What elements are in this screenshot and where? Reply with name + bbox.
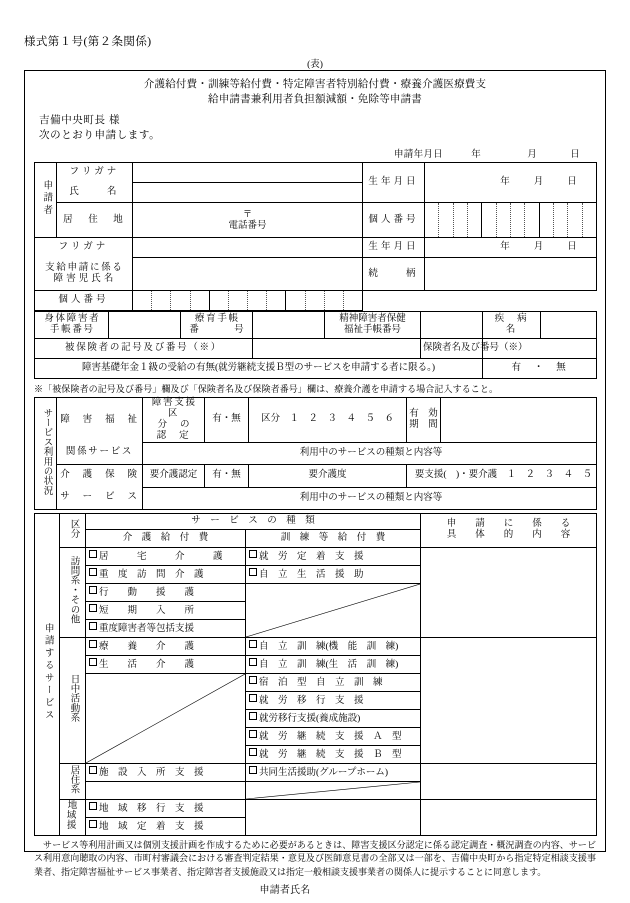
checkbox-icon[interactable] bbox=[249, 568, 257, 576]
service-status-table bbox=[34, 397, 597, 510]
checkbox-icon[interactable] bbox=[249, 640, 257, 648]
ltc-level-label: 要介護度 bbox=[249, 464, 407, 487]
service-care-item[interactable]: 行 動 援 護 bbox=[86, 583, 246, 601]
service-row bbox=[35, 799, 597, 817]
application-date-label: 申請年月日 bbox=[393, 150, 443, 160]
service-training-item[interactable]: 就 労 継 続 支 援 Ｂ 型 bbox=[246, 745, 421, 763]
pension-row bbox=[35, 359, 597, 379]
checkbox-icon[interactable] bbox=[249, 658, 257, 666]
applicant-furigana-row bbox=[35, 163, 597, 183]
group-label-daytime: 日中活動系 bbox=[60, 637, 86, 763]
service-care-item[interactable]: 生 活 介 護 bbox=[86, 655, 246, 673]
child-mynumber-row bbox=[35, 291, 597, 311]
welfare-service-label-2: 関係サービス bbox=[57, 442, 143, 464]
form-title bbox=[25, 77, 605, 107]
consent-text: サービス等利用計画又は個別支援計画を作成するために必要があるときは、障害支援区分認定に係る認定調査・概況調査の内容、サービス利用意向聴取の内容、市町村審議会における審査判定結果・意見及び医師意見書の全部又は一部を、吉備中央町から指定特定相談支援事業者、指定障害福祉サービス事業者、指定障害者支援施設又は指定一般相談支援事業者の関係人に提示することに同意します。 bbox=[34, 839, 596, 877]
application-date-month: 月 bbox=[527, 150, 537, 160]
group-label-residential: 居住系 bbox=[60, 763, 86, 799]
checkbox-icon[interactable] bbox=[89, 640, 97, 648]
applicant-address-label: 居 住 地 bbox=[57, 203, 133, 238]
child-name-row bbox=[35, 258, 597, 291]
applicant-address-row bbox=[35, 203, 597, 238]
checkbox-icon[interactable] bbox=[89, 550, 97, 558]
ltc-cert-choice[interactable]: 有・無 bbox=[205, 464, 249, 487]
child-mynumber-spacer bbox=[363, 291, 597, 311]
service-row bbox=[35, 547, 597, 565]
checkbox-icon[interactable] bbox=[89, 568, 97, 576]
pension-label: 障害基礎年金１級の受給の有無(就労継続支援Ｂ型のサービスを申請する者に限る。) bbox=[35, 359, 483, 379]
applied-services-table bbox=[34, 513, 597, 836]
service-care-item[interactable]: 短 期 入 所 bbox=[86, 601, 246, 619]
phone-label: 電話番号 bbox=[228, 220, 267, 231]
insurer-label: 保険者名及び番号（※） bbox=[421, 339, 483, 359]
service-training-item[interactable]: 就 労 継 続 支 援 Ａ 型 bbox=[246, 727, 421, 745]
certificates-table bbox=[34, 311, 597, 379]
ltc-certification-row bbox=[35, 464, 597, 487]
form-title-line1: 介護給付費・訓練等給付費・特定障害者特別給付費・療養介護医療費支 bbox=[143, 79, 487, 90]
applicant-birth-label: 生年月日 bbox=[363, 163, 425, 203]
consent-block bbox=[34, 839, 596, 898]
detail-header: 申 請 に 係 る 具 体 的 内 容 bbox=[421, 513, 597, 547]
checkbox-icon[interactable] bbox=[249, 748, 257, 756]
child-relation-label: 続 柄 bbox=[363, 258, 425, 291]
postal-mark: 〒 bbox=[242, 208, 252, 219]
ltc-levels[interactable]: 要支援( )・要介護 １ ２ ３ ４ ５ bbox=[407, 464, 597, 487]
empty-cell-residential bbox=[86, 781, 246, 799]
checkbox-icon[interactable] bbox=[249, 730, 257, 738]
ltc-cert-label: 要介護認定 bbox=[143, 464, 205, 487]
mental-cert-input[interactable] bbox=[421, 312, 483, 339]
applicant-furigana-label: フリガナ bbox=[57, 163, 133, 183]
checkbox-icon[interactable] bbox=[89, 658, 97, 666]
detail-input-residential[interactable] bbox=[421, 763, 597, 799]
applicant-name-input[interactable] bbox=[133, 183, 363, 203]
checkbox-icon[interactable] bbox=[89, 586, 97, 594]
intro-text: 次のとおり申請します。 bbox=[39, 129, 161, 141]
child-birth-input[interactable]: 年 月 日 bbox=[425, 238, 597, 258]
service-training-item[interactable]: 自 立 訓 練(機 能 訓 練) bbox=[246, 637, 421, 655]
physical-cert-input[interactable] bbox=[109, 312, 181, 339]
insured-symbol-input[interactable] bbox=[253, 339, 421, 359]
addressee-honorific: 様 bbox=[109, 115, 121, 126]
applied-services-section-label: 申請するサービス bbox=[35, 513, 60, 835]
insured-symbol-label: 被保険者の記号及び番号（※） bbox=[35, 339, 253, 359]
welfare-service-label: 障 害 福 祉 bbox=[57, 398, 143, 443]
service-training-item[interactable]: 就 労 定 着 支 援 bbox=[246, 547, 421, 565]
ltc-in-use-input[interactable]: 利用中のサービスの種類と内容等 bbox=[143, 487, 597, 509]
disability-classification-row bbox=[35, 398, 597, 443]
checkbox-icon[interactable] bbox=[89, 802, 97, 810]
service-care-item[interactable]: 重 度 訪 問 介 護 bbox=[86, 565, 246, 583]
category-column-label: 区分 bbox=[60, 513, 86, 547]
form-outer-frame bbox=[24, 70, 606, 897]
checkbox-icon[interactable] bbox=[249, 550, 257, 558]
detail-input-daytime[interactable] bbox=[421, 637, 597, 763]
applicant-mynumber-input[interactable] bbox=[425, 203, 597, 238]
child-relation-input[interactable] bbox=[425, 258, 597, 291]
service-care-item[interactable]: 療 養 介 護 bbox=[86, 637, 246, 655]
valid-period-input[interactable] bbox=[441, 398, 597, 443]
empty-slash-cell-daytime bbox=[86, 673, 246, 763]
services-header-row-1 bbox=[35, 513, 597, 529]
classification-levels[interactable]: 区分 １ ２ ３ ４ ５ ６ bbox=[249, 398, 407, 443]
mental-cert-label: 精神障害者保健 福祉手帳番号 bbox=[325, 312, 421, 339]
service-training-item[interactable]: 宿 泊 型 自 立 訓 練 bbox=[246, 673, 421, 691]
service-care-item[interactable]: 地 域 定 着 支 援 bbox=[86, 817, 246, 835]
checkbox-icon[interactable] bbox=[89, 604, 97, 612]
valid-period-label: 有 効 期 間 bbox=[407, 398, 441, 443]
service-care-item[interactable]: 施 設 入 所 支 援 bbox=[86, 763, 246, 781]
empty-cell-regional bbox=[246, 799, 421, 835]
service-row bbox=[35, 763, 597, 781]
sheet-label: (表) bbox=[307, 60, 323, 70]
empty-slash-cell-residential bbox=[246, 781, 421, 799]
care-benefit-header: 介 護 給 付 費 bbox=[86, 529, 246, 547]
insurance-footnote: ※「被保険者の記号及び番号」欄及び「保険者名及び保険者番号」欄は、療養介護を申請する場合記入すること。 bbox=[34, 384, 499, 394]
welfare-in-use-row bbox=[35, 442, 597, 464]
ryoiku-cert-label: 療育手帳 番 号 bbox=[181, 312, 253, 339]
child-mynumber-label: 個人番号 bbox=[35, 291, 133, 311]
disease-input[interactable] bbox=[541, 312, 597, 339]
service-training-item[interactable]: 共同生活援助(グループホーム) bbox=[246, 763, 421, 781]
signature-label: 申請者氏名 bbox=[259, 885, 311, 897]
insurance-row bbox=[35, 339, 597, 359]
service-training-item[interactable]: 自 立 生 活 援 助 bbox=[246, 565, 421, 583]
checkbox-icon[interactable] bbox=[89, 622, 97, 630]
checkbox-icon[interactable] bbox=[249, 676, 257, 684]
child-furigana-label: フリガナ bbox=[35, 238, 133, 258]
checkbox-icon[interactable] bbox=[89, 766, 97, 774]
form-title-line2: 給申請書兼利用者負担額減額・免除等申請書 bbox=[208, 94, 422, 105]
child-furigana-row bbox=[35, 238, 597, 258]
checkbox-icon[interactable] bbox=[249, 766, 257, 774]
application-date-year: 年 bbox=[471, 150, 481, 160]
child-mynumber-input[interactable] bbox=[133, 291, 363, 311]
checkbox-icon[interactable] bbox=[249, 712, 257, 720]
service-training-item[interactable]: 就労移行支援(養成施設) bbox=[246, 709, 421, 727]
empty-slash-cell-visit bbox=[246, 583, 421, 637]
ltc-service-label-2: サ ー ビ ス bbox=[57, 487, 143, 509]
detail-input-visit[interactable] bbox=[421, 547, 597, 637]
applicant-name-label: 氏 名 bbox=[57, 183, 133, 203]
application-date-row bbox=[25, 146, 595, 160]
addressee-block bbox=[39, 114, 605, 143]
ltc-service-label: 介 護 保 険 bbox=[57, 464, 143, 487]
checkbox-icon[interactable] bbox=[89, 820, 97, 828]
child-furigana-input[interactable] bbox=[133, 238, 363, 258]
application-date-day: 日 bbox=[570, 150, 580, 160]
training-benefit-header: 訓 練 等 給 付 費 bbox=[246, 529, 421, 547]
applicant-mynumber-label: 個人番号 bbox=[363, 203, 425, 238]
detail-input-regional[interactable] bbox=[421, 799, 597, 835]
classification-label: 障害支援区 分 の 認 定 bbox=[143, 398, 205, 443]
group-label-regional: 地域援 bbox=[60, 799, 86, 835]
applicant-address-input[interactable] bbox=[133, 203, 363, 238]
disease-label: 疾 病 名 bbox=[483, 312, 541, 339]
group-label-visit: 訪問系・その他 bbox=[60, 547, 86, 637]
classification-choice[interactable]: 有・無 bbox=[205, 398, 249, 443]
form-number: 様式第１号(第２条関係) bbox=[24, 36, 152, 48]
service-care-item[interactable]: 地 域 移 行 支 援 bbox=[86, 799, 246, 817]
service-training-item[interactable]: 就 労 移 行 支 援 bbox=[246, 691, 421, 709]
child-name-input[interactable] bbox=[133, 258, 363, 291]
certificates-row bbox=[35, 312, 597, 339]
checkbox-icon[interactable] bbox=[249, 694, 257, 702]
applicant-furigana-input[interactable] bbox=[133, 163, 363, 183]
applicant-section-label: 申請者 bbox=[35, 163, 57, 238]
child-birth-label: 生年月日 bbox=[363, 238, 425, 258]
welfare-in-use-input[interactable]: 利用中のサービスの種類と内容等 bbox=[143, 442, 597, 464]
addressee-name: 吉備中央町長 bbox=[39, 115, 106, 126]
ryoiku-cert-input[interactable] bbox=[253, 312, 325, 339]
applicant-birth-input[interactable]: 年 月 日 bbox=[425, 163, 597, 203]
service-type-header: サ ー ビ ス の 種 類 bbox=[86, 513, 421, 529]
service-status-section-label: サービス利用の状況 bbox=[35, 398, 57, 510]
service-training-item[interactable]: 自 立 訓 練(生 活 訓 練) bbox=[246, 655, 421, 673]
service-row bbox=[35, 637, 597, 655]
physical-cert-label: 身体障害者 手帳番号 bbox=[35, 312, 109, 339]
pension-choice[interactable]: 有 ・ 無 bbox=[483, 359, 597, 379]
applicant-table bbox=[34, 162, 597, 311]
child-name-label: 支給申請に係る 障害児氏名 bbox=[35, 258, 133, 291]
service-care-item[interactable]: 重度障害者等包括支援 bbox=[86, 619, 246, 637]
service-care-item[interactable]: 居 宅 介 護 bbox=[86, 547, 246, 565]
ltc-in-use-row bbox=[35, 487, 597, 509]
